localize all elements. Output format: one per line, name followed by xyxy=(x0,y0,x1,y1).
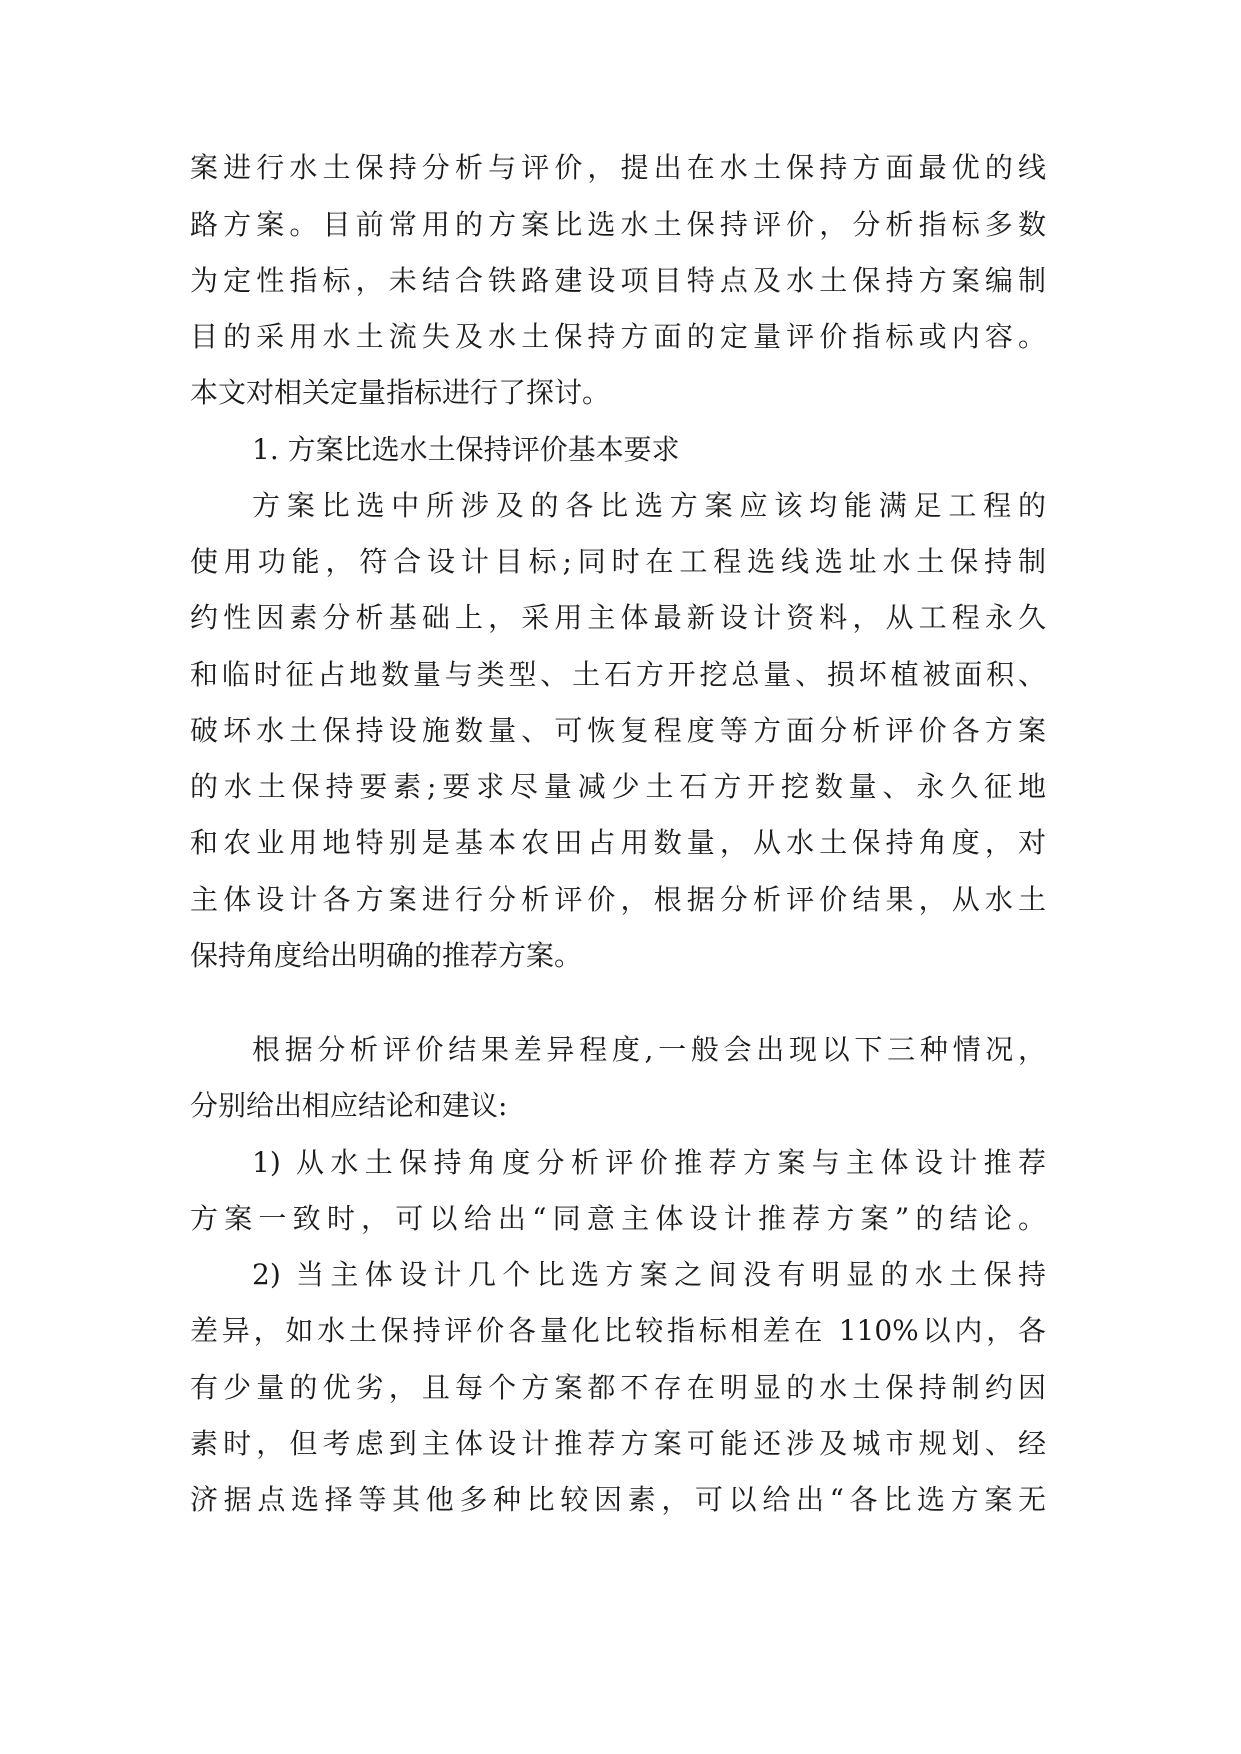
text-line: 和临时征占地数量与类型、土石方开挖总量、损坏植被面积、 xyxy=(190,658,1046,691)
text-line: 为定性指标，未结合铁路建设项目特点及水土保持方案编制 xyxy=(190,264,1046,297)
text-line: 使用功能，符合设计目标;同时在工程选线选址水土保持制 xyxy=(190,545,1046,578)
section-heading: 1. 方案比选水土保持评价基本要求 xyxy=(252,433,680,466)
text-line: 主体设计各方案进行分析评价，根据分析评价结果，从水土 xyxy=(190,883,1046,916)
text-line: 素时，但考虑到主体设计推荐方案可能还涉及城市规划、经 xyxy=(190,1427,1046,1460)
text-line: 案进行水土保持分析与评价，提出在水土保持方面最优的线 xyxy=(190,151,1046,184)
text-line: 分别给出相应结论和建议: xyxy=(190,1089,508,1122)
text-line: 和农业用地特别是基本农田占用数量，从水土保持角度，对 xyxy=(190,826,1046,859)
text-line: 根据分析评价结果差异程度,一般会出现以下三种情况， xyxy=(252,1033,1046,1066)
text-line: 目的采用水土流失及水土保持方面的定量评价指标或内容。 xyxy=(190,320,1046,353)
text-line: 的水土保持要素;要求尽量减少土石方开挖数量、永久征地 xyxy=(190,770,1046,803)
text-line: 破坏水土保持设施数量、可恢复程度等方面分析评价各方案 xyxy=(190,714,1046,747)
text-line: 本文对相关定量指标进行了探讨。 xyxy=(190,376,611,409)
text-line: 方案一致时，可以给出“同意主体设计推荐方案”的结论。 xyxy=(190,1202,1046,1235)
text-line: 约性因素分析基础上，采用主体最新设计资料，从工程永久 xyxy=(190,601,1046,634)
list-item-2: 2) 当主体设计几个比选方案之间没有明显的水土保持 xyxy=(252,1258,1046,1291)
text-line: 保持角度给出明确的推荐方案。 xyxy=(190,939,583,972)
text-line: 方案比选中所涉及的各比选方案应该均能满足工程的 xyxy=(252,489,1046,522)
text-line: 差异，如水土保持评价各量化比较指标相差在 110%以内，各 xyxy=(190,1314,1046,1347)
text-line: 路方案。目前常用的方案比选水土保持评价，分析指标多数 xyxy=(190,208,1046,241)
text-line: 济据点选择等其他多种比较因素，可以给出“各比选方案无 xyxy=(190,1483,1046,1516)
text-line: 有少量的优劣，且每个方案都不存在明显的水土保持制约因 xyxy=(190,1371,1046,1404)
list-item-1: 1) 从水土保持角度分析评价推荐方案与主体设计推荐 xyxy=(252,1146,1046,1179)
